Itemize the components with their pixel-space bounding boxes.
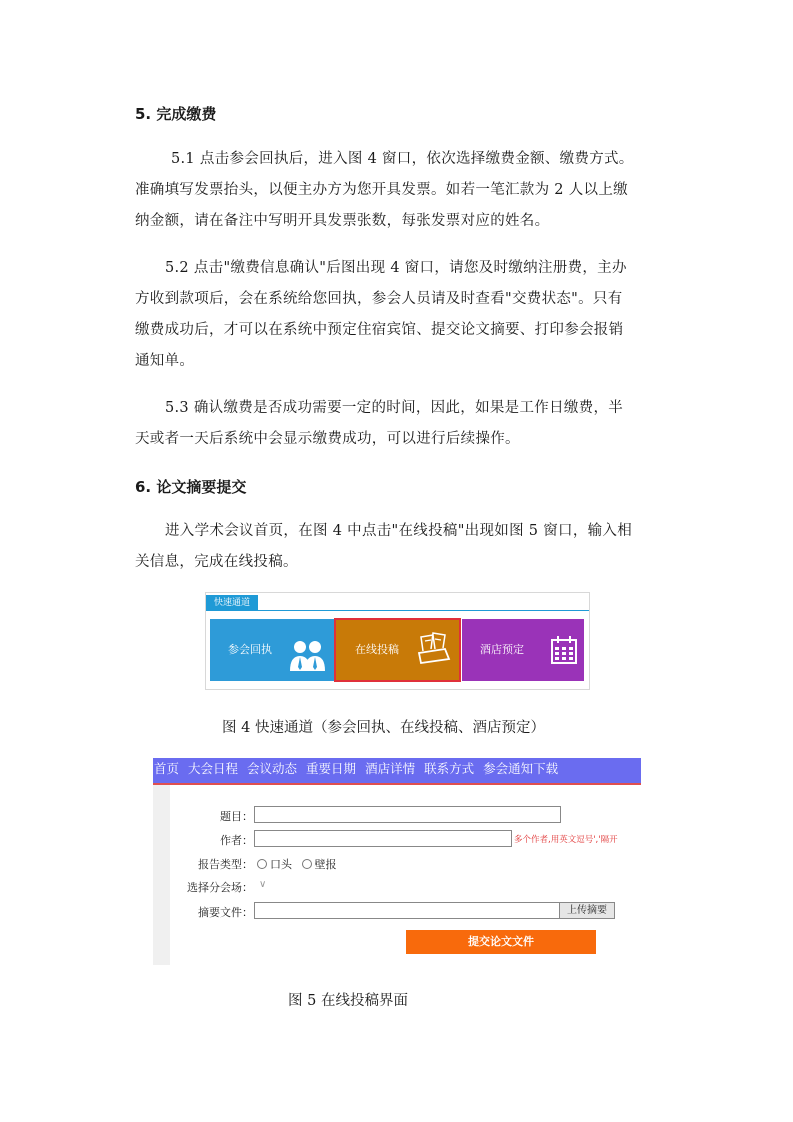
nav-divider bbox=[153, 783, 641, 785]
tile-online-submission[interactable] bbox=[335, 619, 460, 681]
tile-label: 参会回执 bbox=[228, 643, 272, 656]
author-label: 作者： bbox=[220, 834, 253, 847]
nav-item-dates[interactable]: 重要日期 bbox=[306, 761, 357, 776]
radio-poster-label: 壁报 bbox=[314, 858, 337, 871]
tile-label: 酒店预定 bbox=[480, 643, 524, 656]
section-6-heading: 6. 论文摘要提交 bbox=[135, 478, 247, 496]
text-line: 进入学术会议首页，在图 4 中点击"在线投稿"出现如图 5 窗口，输入相 bbox=[165, 523, 633, 539]
title-label: 题目： bbox=[220, 810, 253, 823]
text-line: 5.3 确认缴费是否成功需要一定的时间，因此，如果是工作日缴费，半 bbox=[165, 400, 624, 416]
calendar-icon bbox=[550, 635, 578, 665]
quick-access-panel bbox=[205, 592, 590, 690]
tab-underline bbox=[206, 610, 589, 611]
nav-item-hotel[interactable]: 酒店详情 bbox=[365, 761, 416, 776]
tile-attendance-receipt[interactable] bbox=[210, 619, 334, 681]
venue-label: 选择分会场： bbox=[187, 881, 253, 894]
text-line: 纳金额，请在备注中写明开具发票张数，每张发票对应的姓名。 bbox=[135, 213, 550, 229]
submit-paper-button[interactable]: 提交论文文件 bbox=[406, 930, 596, 954]
paragraph-6-1 bbox=[135, 516, 665, 578]
author-input[interactable] bbox=[254, 830, 512, 847]
nav-item-home[interactable]: 首页 bbox=[154, 761, 180, 776]
radio-oral-label: 口头 bbox=[270, 858, 292, 871]
people-icon bbox=[288, 639, 328, 673]
quick-access-tab[interactable]: 快速通道 bbox=[206, 595, 258, 611]
title-input[interactable] bbox=[254, 806, 561, 823]
text-line: 关信息，完成在线投稿。 bbox=[135, 554, 298, 570]
upload-abstract-button[interactable]: 上传摘要 bbox=[559, 902, 615, 919]
figure-5-caption: 图 5 在线投稿界面 bbox=[288, 993, 408, 1009]
top-nav bbox=[153, 758, 641, 784]
text-line: 方收到款项后，会在系统给您回执，参会人员请及时查看"交费状态"。只有 bbox=[135, 291, 623, 307]
nav-item-news[interactable]: 会议动态 bbox=[247, 761, 298, 776]
tile-hotel-booking[interactable] bbox=[462, 619, 584, 681]
author-hint: 多个作者,用英文逗号','隔开 bbox=[514, 835, 618, 845]
nav-item-schedule[interactable]: 大会日程 bbox=[188, 761, 239, 776]
text-line: 5.1 点击参会回执后，进入图 4 窗口，依次选择缴费金额、缴费方式。 bbox=[171, 151, 634, 167]
text-line: 准确填写发票抬头，以便主办方为您开具发票。如若一笔汇款为 2 人以上缴 bbox=[135, 182, 628, 198]
abstract-file-input[interactable] bbox=[254, 902, 560, 919]
report-type-label: 报告类型： bbox=[198, 858, 253, 871]
laptop-documents-icon bbox=[415, 631, 453, 665]
text-line: 通知单。 bbox=[135, 353, 195, 369]
paragraph-5-3 bbox=[135, 393, 665, 455]
text-line: 天或者一天后系统中会显示缴费成功，可以进行后续操作。 bbox=[135, 431, 520, 447]
tile-label: 在线投稿 bbox=[355, 643, 399, 656]
paragraph-5-1 bbox=[135, 144, 665, 237]
radio-poster[interactable] bbox=[302, 859, 312, 869]
submission-form-screenshot bbox=[153, 758, 641, 965]
figure-4-caption: 图 4 快速通道（参会回执、在线投稿、酒店预定） bbox=[222, 720, 545, 736]
nav-item-contact[interactable]: 联系方式 bbox=[424, 761, 475, 776]
venue-select-chevron-icon[interactable]: ∨ bbox=[259, 879, 267, 890]
radio-oral[interactable] bbox=[257, 859, 267, 869]
paragraph-5-2 bbox=[135, 253, 665, 377]
text-line: 5.2 点击"缴费信息确认"后图出现 4 窗口，请您及时缴纳注册费，主办 bbox=[165, 260, 627, 276]
report-type-options bbox=[254, 856, 337, 872]
text-line: 缴费成功后，才可以在系统中预定住宿宾馆、提交论文摘要、打印参会报销 bbox=[135, 322, 624, 338]
abstract-file-label: 摘要文件： bbox=[198, 906, 253, 919]
nav-item-download[interactable]: 参会通知下载 bbox=[483, 761, 559, 776]
section-5-heading: 5. 完成缴费 bbox=[135, 105, 217, 123]
